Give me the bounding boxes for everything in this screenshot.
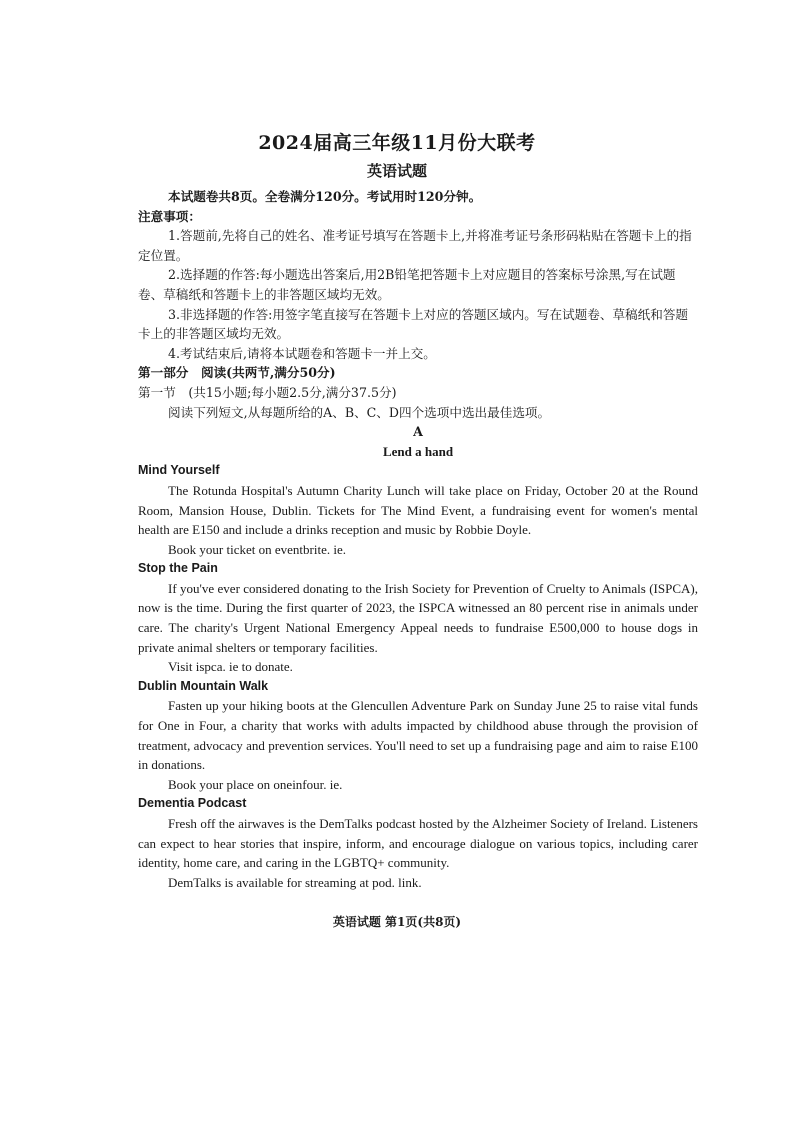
exam-subtitle: 英语试题: [366, 162, 427, 180]
section-heading-dublin-mountain-walk: Dublin Mountain Walk: [138, 678, 269, 693]
section-note-dublin-mountain-walk: Book your place on oneinfour. ie.: [168, 776, 343, 792]
section-note-stop-the-pain: Visit ispca. ie to donate.: [168, 659, 293, 675]
notice-title: 注意事项：: [138, 208, 201, 224]
passage-title: Lend a hand: [382, 443, 454, 459]
notice-item-3: 3.非选择题的作答:用签字笔直接写在答题卡上对应的答题区域内。写在试题卷、草稿纸和答题卡上的非答题区域均无效。: [138, 306, 689, 342]
notice-item-1: 1.答题前,先将自己的姓名、准考证号填写在答题卡上,并将准考证号条形码粘贴在答题卡上的指定位置。: [138, 228, 692, 263]
section-heading-mind-yourself: Mind Yourself: [138, 463, 220, 478]
section-heading-dementia-podcast: Dementia Podcast: [138, 796, 247, 811]
notice-item-4: 4.考试结束后,请将本试题卷和答题卡一并上交。: [168, 345, 436, 361]
page-footer: 英语试题 第1页(共8页): [332, 915, 462, 929]
section-title: 第一节 (共15小题;每小题2.5分,满分37.5分): [138, 384, 397, 400]
exam-body: [138, 187, 698, 892]
section-text-mind-yourself: The Rotunda Hospital's Autumn Charity Lunch will take place on Friday, October 20 at the Round Room, Mansion House, Dublin. Tickets for The Mind Event, a fundraising event for women's mental health are E150 and include a drinks reception and music by Robbie Doyle.: [138, 482, 698, 538]
section-heading-stop-the-pain: Stop the Pain: [138, 561, 218, 576]
section-text-dementia-podcast: Fresh off the airwaves is the DemTalks podcast hosted by the Alzheimer Society of Ireland. Listeners can expect to hear stories that inspire, inform, and encourage dialogue on various topics, including carer identity, home care, and caring in the LGBTQ+ community.: [138, 816, 698, 871]
notice-item-2: 2.选择题的作答:每小题选出答案后,用2B铅笔把答题卡上对应题目的答案标号涂黑,写在试题卷、草稿纸和答题卡上的非答题区域均无效。: [138, 267, 676, 302]
part-title: 第一部分 阅读(共两节,满分50分): [138, 365, 336, 381]
section-text-stop-the-pain: If you've ever considered donating to the Irish Society for Prevention of Cruelty to Animals (ISPCA), now is the time. During the first quarter of 2023, the ISPCA witnessed an 80 percent rise in animals under care. The charity's Urgent National Emergency Appeal needs to fundraise E500,000 to house dogs in private animal shelters or temporary facilities.: [138, 580, 698, 655]
section-note-mind-yourself: Book your ticket on eventbrite. ie.: [168, 541, 346, 557]
exam-title: 2024届高三年级11月份大联考: [258, 132, 536, 154]
section-text-dublin-mountain-walk: Fasten up your hiking boots at the Glencullen Adventure Park on Sunday June 25 to raise vital funds for One in Four, a charity that works with adults impacted by childhood abuse through the provision of treatment, advocacy and prevention services. You'll need to set up a fundraising page and aim to raise E100 in donations.: [138, 698, 698, 773]
section-note-dementia-podcast: DemTalks is available for streaming at pod. link.: [168, 874, 422, 890]
passage-label: A: [413, 424, 423, 440]
directions: 阅读下列短文,从每题所给的A、B、C、D四个选项中选出最佳选项。: [168, 404, 551, 420]
exam-summary: 本试题卷共8页。全卷满分120分。考试用时120分钟。: [168, 189, 482, 204]
